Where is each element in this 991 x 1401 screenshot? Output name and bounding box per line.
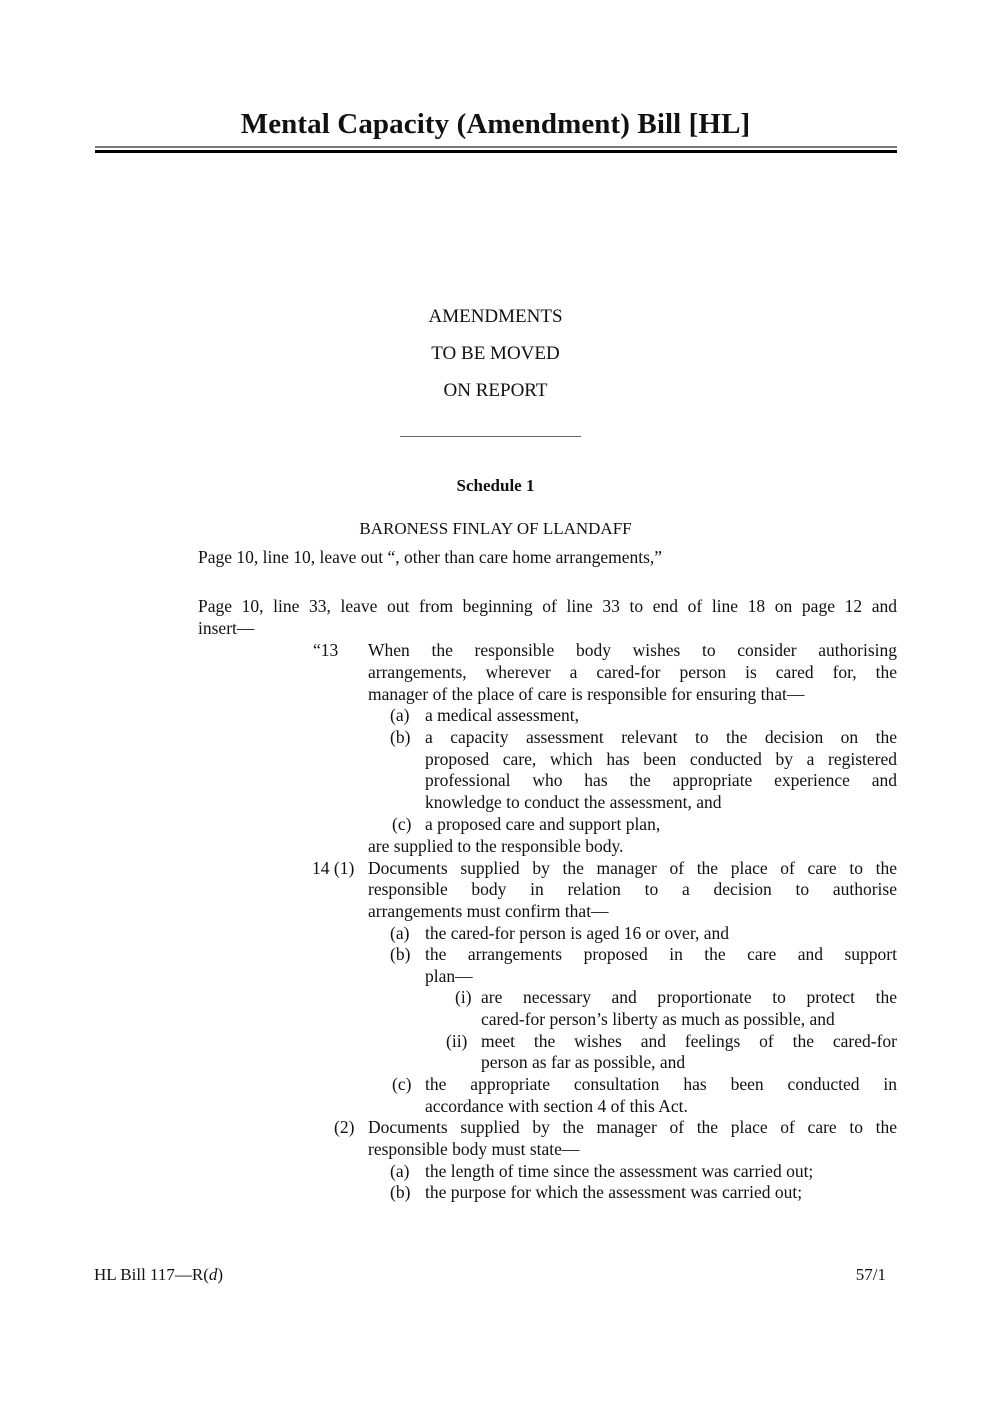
amendment-sponsor: BARONESS FINLAY OF LLANDAFF — [359, 519, 632, 538]
clause-14-item-label: (b) — [390, 944, 411, 964]
amendment-1-text: Page 10, line 10, leave out “, other than care home arrangements,” — [198, 547, 663, 567]
bill-reference-suffix: ) — [217, 1265, 224, 1284]
amendment-2-text-line-2: insert— — [198, 618, 255, 638]
clause-13-item-text: a medical assessment, — [425, 705, 580, 725]
cover-line-amendments: AMENDMENTS — [428, 306, 563, 327]
clause-13-item-label: (c) — [392, 814, 412, 834]
clause-13-item-text: knowledge to conduct the assessment, and — [425, 792, 722, 812]
clause-14-number: 14 (1) — [312, 858, 355, 878]
clause-13-item-text: professional who has the appropriate experience and — [425, 770, 897, 790]
clause-14-subsection-item-text: the length of time since the assessment was carried out; — [425, 1161, 814, 1181]
clause-13-line: When the responsible body wishes to consider authorising — [368, 640, 897, 660]
bill-reference-italic: d — [208, 1265, 218, 1284]
clause-14-line: responsible body in relation to a decision to authorise — [368, 879, 897, 899]
document-title: Mental Capacity (Amendment) Bill [HL] — [240, 108, 751, 140]
clause-13-item-label: (a) — [390, 705, 410, 725]
clause-13-closing: are supplied to the responsible body. — [368, 836, 624, 856]
clause-14-subsection-label: (2) — [334, 1117, 355, 1137]
clause-13-item-text: a capacity assessment relevant to the decision on the — [425, 727, 897, 747]
clause-14-item-text: the arrangements proposed in the care and support — [425, 944, 897, 964]
page-reference: 57/1 — [855, 1265, 886, 1284]
clause-14-subitem-label: (ii) — [446, 1031, 468, 1051]
clause-14-item-text: the appropriate consultation has been conducted in — [425, 1074, 897, 1094]
bill-reference-prefix: HL Bill 117—R( — [94, 1265, 209, 1284]
clause-13-line: manager of the place of care is responsible for ensuring that— — [368, 684, 805, 704]
section-divider — [400, 436, 581, 437]
clause-14-subsection-item-label: (b) — [390, 1182, 411, 1202]
clause-14-item-label: (a) — [390, 923, 410, 943]
clause-14-subitem-text: are necessary and proportionate to protect the — [481, 987, 897, 1007]
amendment-2-text-line-1: Page 10, line 33, leave out from beginning of line 33 to end of line 18 on page 12 and — [198, 596, 897, 616]
title-rule-thin — [95, 146, 897, 148]
clause-14-item-text: the cared-for person is aged 16 or over, and — [425, 923, 729, 943]
cover-line-on-report: ON REPORT — [443, 380, 548, 401]
clause-14-line: Documents supplied by the manager of the place of care to the — [368, 858, 897, 878]
bill-reference — [94, 1264, 223, 1286]
clause-14-subsection-line: responsible body must state— — [368, 1139, 580, 1159]
clause-14-item-text: plan— — [425, 966, 473, 986]
clause-13-item-text: a proposed care and support plan, — [425, 814, 661, 834]
clause-14-subitem-label: (i) — [455, 987, 472, 1007]
cover-line-to-be-moved: TO BE MOVED — [431, 343, 560, 364]
clause-14-line: arrangements must confirm that— — [368, 901, 609, 921]
schedule-heading: Schedule 1 — [456, 476, 535, 495]
clause-13-line: arrangements, wherever a cared-for person is cared for, the — [368, 662, 897, 682]
clause-14-subsection-item-label: (a) — [390, 1161, 410, 1181]
clause-13-item-text: proposed care, which has been conducted by a registered — [425, 749, 897, 769]
clause-14-subitem-text: cared-for person’s liberty as much as possible, and — [481, 1009, 835, 1029]
clause-14-item-text: accordance with section 4 of this Act. — [425, 1096, 688, 1116]
clause-14-subsection-item-text: the purpose for which the assessment was carried out; — [425, 1182, 803, 1202]
title-rule-thick — [95, 150, 897, 153]
clause-14-subsection-line: Documents supplied by the manager of the place of care to the — [368, 1117, 897, 1137]
clause-13-number: “13 — [313, 640, 339, 660]
clause-14-item-label: (c) — [392, 1074, 412, 1094]
clause-14-subitem-text: meet the wishes and feelings of the cared-for — [481, 1031, 897, 1051]
clause-14-subitem-text: person as far as possible, and — [481, 1052, 686, 1072]
clause-13-item-label: (b) — [390, 727, 411, 747]
